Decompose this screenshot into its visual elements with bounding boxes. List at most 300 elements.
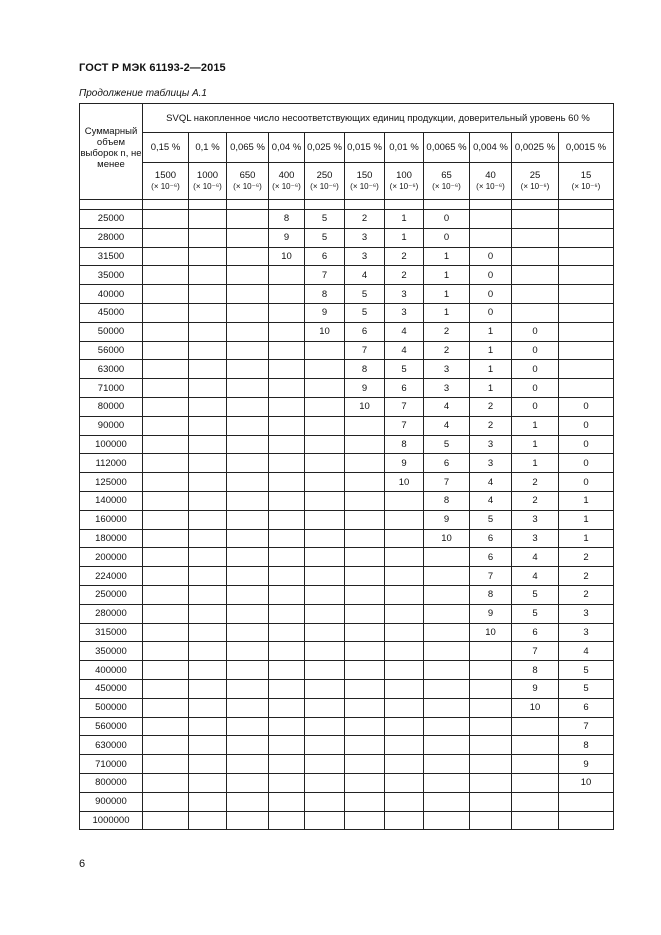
spacer-cell: [345, 200, 385, 210]
count-cell: [143, 679, 189, 698]
count-cell: [189, 773, 227, 792]
column-nominal-header: [512, 163, 559, 200]
count-cell: 2: [424, 341, 470, 360]
count-cell: [227, 228, 269, 247]
count-cell: [269, 360, 305, 379]
count-cell: 1: [424, 266, 470, 285]
spacer-cell: [512, 200, 559, 210]
count-cell: 8: [269, 210, 305, 229]
count-cell: 5: [305, 228, 345, 247]
sample-size-cell: 500000: [80, 698, 143, 717]
column-percent-header: 0,15 %: [143, 133, 189, 163]
sample-size-cell: 71000: [80, 379, 143, 398]
count-cell: [143, 247, 189, 266]
table-row: [80, 322, 614, 341]
count-cell: [345, 698, 385, 717]
sample-size-cell: 28000: [80, 228, 143, 247]
table-row: [80, 510, 614, 529]
count-cell: [385, 679, 424, 698]
count-cell: [470, 210, 512, 229]
nominal-value: 40: [485, 170, 496, 181]
count-cell: [424, 585, 470, 604]
count-cell: 5: [559, 679, 614, 698]
count-cell: [385, 698, 424, 717]
count-cell: [189, 736, 227, 755]
count-cell: 4: [385, 341, 424, 360]
sample-size-cell: 224000: [80, 567, 143, 586]
count-cell: [227, 698, 269, 717]
count-cell: [345, 717, 385, 736]
count-cell: 4: [470, 491, 512, 510]
column-percent-header: 0,04 %: [269, 133, 305, 163]
count-cell: [269, 473, 305, 492]
count-cell: [189, 792, 227, 811]
count-cell: 9: [424, 510, 470, 529]
column-percent-header: 0,0015 %: [559, 133, 614, 163]
count-cell: [189, 303, 227, 322]
count-cell: 0: [512, 379, 559, 398]
count-cell: [424, 755, 470, 774]
count-cell: [345, 811, 385, 830]
count-cell: [305, 811, 345, 830]
count-cell: [305, 491, 345, 510]
sample-size-cell: 560000: [80, 717, 143, 736]
count-cell: [385, 604, 424, 623]
spacer-cell: [143, 200, 189, 210]
count-cell: [345, 529, 385, 548]
count-cell: 4: [512, 548, 559, 567]
count-cell: 4: [424, 397, 470, 416]
count-cell: [189, 379, 227, 398]
count-cell: [305, 773, 345, 792]
count-cell: [424, 642, 470, 661]
count-cell: [305, 661, 345, 680]
count-cell: 4: [512, 567, 559, 586]
table-row: [80, 642, 614, 661]
count-cell: [269, 623, 305, 642]
column-nominal-header: [470, 163, 512, 200]
nominal-multiplier: (× 10⁻⁶): [389, 182, 419, 191]
sample-size-cell: 112000: [80, 454, 143, 473]
count-cell: [559, 341, 614, 360]
count-cell: [227, 773, 269, 792]
count-cell: [385, 548, 424, 567]
sample-size-cell: 350000: [80, 642, 143, 661]
count-cell: 6: [424, 454, 470, 473]
count-cell: [305, 360, 345, 379]
count-cell: [385, 773, 424, 792]
count-cell: [269, 285, 305, 304]
count-cell: [345, 473, 385, 492]
count-cell: [189, 435, 227, 454]
count-cell: [227, 491, 269, 510]
count-cell: [559, 247, 614, 266]
sample-size-cell: 40000: [80, 285, 143, 304]
count-cell: [143, 548, 189, 567]
count-cell: [305, 416, 345, 435]
count-cell: 3: [424, 360, 470, 379]
count-cell: 4: [345, 266, 385, 285]
column-nominal-header: [385, 163, 424, 200]
count-cell: [189, 397, 227, 416]
sample-size-cell: 315000: [80, 623, 143, 642]
count-cell: 3: [559, 623, 614, 642]
count-cell: [143, 642, 189, 661]
spacer-cell: [559, 200, 614, 210]
count-cell: 2: [512, 473, 559, 492]
count-cell: [385, 811, 424, 830]
count-cell: [385, 642, 424, 661]
count-cell: [424, 679, 470, 698]
count-cell: 0: [559, 435, 614, 454]
count-cell: 0: [512, 322, 559, 341]
table-row: [80, 604, 614, 623]
count-cell: [345, 773, 385, 792]
count-cell: 0: [424, 228, 470, 247]
count-cell: [227, 548, 269, 567]
sample-size-cell: 710000: [80, 755, 143, 774]
count-cell: 10: [424, 529, 470, 548]
count-cell: [143, 303, 189, 322]
count-cell: 1: [424, 247, 470, 266]
count-cell: [143, 454, 189, 473]
count-cell: 1: [424, 285, 470, 304]
count-cell: 1: [424, 303, 470, 322]
count-cell: 3: [385, 285, 424, 304]
count-cell: 0: [424, 210, 470, 229]
count-cell: 10: [305, 322, 345, 341]
count-cell: [470, 717, 512, 736]
count-cell: 0: [512, 360, 559, 379]
nominal-multiplier: (× 10⁻⁶): [233, 182, 262, 191]
count-cell: [189, 210, 227, 229]
count-cell: [143, 341, 189, 360]
count-cell: [189, 473, 227, 492]
count-cell: [143, 736, 189, 755]
count-cell: [143, 379, 189, 398]
sample-size-cell: 630000: [80, 736, 143, 755]
sample-size-cell: 800000: [80, 773, 143, 792]
count-cell: [227, 266, 269, 285]
svql-table: [79, 103, 614, 830]
count-cell: [470, 773, 512, 792]
count-cell: [385, 623, 424, 642]
count-cell: 9: [559, 755, 614, 774]
count-cell: [470, 679, 512, 698]
count-cell: [424, 623, 470, 642]
count-cell: [227, 736, 269, 755]
count-cell: [305, 604, 345, 623]
count-cell: 7: [559, 717, 614, 736]
count-cell: [424, 773, 470, 792]
column-nominal-header: [424, 163, 470, 200]
count-cell: 4: [559, 642, 614, 661]
count-cell: [345, 548, 385, 567]
count-cell: [189, 341, 227, 360]
count-cell: 1: [559, 529, 614, 548]
spacer-cell: [470, 200, 512, 210]
count-cell: [269, 397, 305, 416]
count-cell: 4: [385, 322, 424, 341]
count-cell: [512, 228, 559, 247]
page-number: 6: [79, 858, 86, 870]
count-cell: 1: [385, 228, 424, 247]
count-cell: 0: [470, 285, 512, 304]
count-cell: [512, 210, 559, 229]
table-row: [80, 698, 614, 717]
count-cell: 7: [385, 397, 424, 416]
count-cell: [143, 416, 189, 435]
count-cell: 6: [305, 247, 345, 266]
table-row: [80, 529, 614, 548]
count-cell: 7: [470, 567, 512, 586]
count-cell: [143, 266, 189, 285]
nominal-multiplier: (× 10⁻⁶): [520, 182, 550, 191]
count-cell: [269, 792, 305, 811]
sample-size-cell: 31500: [80, 247, 143, 266]
sample-size-cell: 1000000: [80, 811, 143, 830]
count-cell: 6: [512, 623, 559, 642]
count-cell: 1: [385, 210, 424, 229]
count-cell: [559, 811, 614, 830]
count-cell: [305, 736, 345, 755]
count-cell: [227, 623, 269, 642]
count-cell: 3: [559, 604, 614, 623]
count-cell: 2: [345, 210, 385, 229]
count-cell: [227, 792, 269, 811]
count-cell: [227, 510, 269, 529]
nominal-multiplier: (× 10⁻⁶): [310, 182, 339, 191]
count-cell: [424, 698, 470, 717]
count-cell: [143, 717, 189, 736]
count-cell: 6: [470, 529, 512, 548]
count-cell: [345, 679, 385, 698]
count-cell: 3: [345, 228, 385, 247]
count-cell: [227, 529, 269, 548]
count-cell: [269, 341, 305, 360]
table-row: [80, 811, 614, 830]
count-cell: [345, 661, 385, 680]
table-row: [80, 679, 614, 698]
count-cell: [345, 585, 385, 604]
count-cell: 10: [512, 698, 559, 717]
count-cell: [385, 585, 424, 604]
count-cell: [227, 585, 269, 604]
count-cell: [305, 473, 345, 492]
spacer-cell: [385, 200, 424, 210]
column-nominal-header: [189, 163, 227, 200]
count-cell: 6: [385, 379, 424, 398]
count-cell: 8: [470, 585, 512, 604]
column-percent-header: 0,0025 %: [512, 133, 559, 163]
count-cell: [269, 379, 305, 398]
count-cell: 8: [305, 285, 345, 304]
count-cell: [189, 247, 227, 266]
nominal-value: 1500: [154, 170, 177, 181]
count-cell: [345, 736, 385, 755]
table-row: [80, 266, 614, 285]
count-cell: [143, 228, 189, 247]
count-cell: 5: [345, 303, 385, 322]
table-row: [80, 416, 614, 435]
sample-size-cell: 280000: [80, 604, 143, 623]
count-cell: [269, 585, 305, 604]
count-cell: 3: [385, 303, 424, 322]
count-cell: [189, 529, 227, 548]
count-cell: 10: [345, 397, 385, 416]
count-cell: [269, 679, 305, 698]
header-separator-row: [80, 200, 614, 210]
count-cell: [143, 510, 189, 529]
row-header: Суммарный объем выборок n, не менее: [80, 104, 143, 200]
table-row: [80, 360, 614, 379]
column-percent-header: 0,004 %: [470, 133, 512, 163]
sample-size-cell: 250000: [80, 585, 143, 604]
count-cell: [305, 454, 345, 473]
count-cell: [470, 792, 512, 811]
count-cell: 1: [512, 435, 559, 454]
count-cell: [470, 698, 512, 717]
nominal-value: 650: [239, 170, 256, 181]
count-cell: 0: [512, 341, 559, 360]
count-cell: [345, 642, 385, 661]
count-cell: [305, 585, 345, 604]
count-cell: [269, 416, 305, 435]
count-cell: 9: [385, 454, 424, 473]
count-cell: [269, 773, 305, 792]
count-cell: 8: [512, 661, 559, 680]
count-cell: [345, 755, 385, 774]
table-row: [80, 717, 614, 736]
count-cell: [559, 303, 614, 322]
count-cell: 10: [470, 623, 512, 642]
count-cell: 0: [470, 266, 512, 285]
spacer-cell: [424, 200, 470, 210]
count-cell: 2: [424, 322, 470, 341]
count-cell: [424, 811, 470, 830]
nominal-value: 150: [356, 170, 373, 181]
count-cell: 0: [470, 247, 512, 266]
count-cell: [189, 811, 227, 830]
nominal-multiplier: (× 10⁻⁶): [193, 182, 222, 191]
count-cell: 5: [512, 604, 559, 623]
nominal-value: 25: [529, 170, 541, 181]
nominal-header-row: [80, 163, 614, 200]
count-cell: [227, 322, 269, 341]
sample-size-cell: 50000: [80, 322, 143, 341]
count-cell: [143, 491, 189, 510]
table-row: [80, 341, 614, 360]
count-cell: [143, 698, 189, 717]
count-cell: [189, 679, 227, 698]
count-cell: [189, 623, 227, 642]
count-cell: 9: [305, 303, 345, 322]
nominal-value: 15: [580, 170, 592, 181]
count-cell: [143, 585, 189, 604]
table-row: [80, 454, 614, 473]
count-cell: [470, 661, 512, 680]
document-code: ГОСТ Р МЭК 61193-2—2015: [79, 62, 226, 74]
count-cell: 9: [470, 604, 512, 623]
count-cell: 0: [470, 303, 512, 322]
count-cell: [189, 322, 227, 341]
count-cell: 7: [512, 642, 559, 661]
group-header: SVQL накопленное число несоответствующих единиц продукции, доверительный уровень 60 %: [143, 104, 614, 133]
count-cell: [189, 285, 227, 304]
count-cell: [345, 416, 385, 435]
count-cell: [269, 322, 305, 341]
count-cell: [385, 736, 424, 755]
count-cell: [269, 435, 305, 454]
count-cell: [345, 491, 385, 510]
count-cell: [345, 567, 385, 586]
count-cell: [559, 360, 614, 379]
count-cell: [269, 642, 305, 661]
count-cell: 2: [470, 397, 512, 416]
count-cell: [385, 755, 424, 774]
table-row: [80, 210, 614, 229]
count-cell: [385, 510, 424, 529]
count-cell: [227, 397, 269, 416]
count-cell: [269, 811, 305, 830]
count-cell: [227, 454, 269, 473]
nominal-value: 250: [316, 170, 333, 181]
count-cell: [385, 717, 424, 736]
sample-size-cell: 80000: [80, 397, 143, 416]
count-cell: 5: [345, 285, 385, 304]
count-cell: [305, 548, 345, 567]
table-row: [80, 548, 614, 567]
count-cell: 6: [345, 322, 385, 341]
count-cell: [269, 266, 305, 285]
count-cell: [189, 717, 227, 736]
count-cell: 4: [424, 416, 470, 435]
nominal-multiplier: (× 10⁻⁶): [476, 182, 505, 191]
count-cell: [305, 755, 345, 774]
count-cell: [269, 717, 305, 736]
sample-size-cell: 25000: [80, 210, 143, 229]
count-cell: 9: [345, 379, 385, 398]
table-row: [80, 435, 614, 454]
column-nominal-header: [227, 163, 269, 200]
sample-size-cell: 900000: [80, 792, 143, 811]
count-cell: [269, 604, 305, 623]
count-cell: 10: [269, 247, 305, 266]
count-cell: 10: [559, 773, 614, 792]
table-row: [80, 247, 614, 266]
column-percent-header: 0,0065 %: [424, 133, 470, 163]
table-row: [80, 773, 614, 792]
count-cell: [227, 811, 269, 830]
count-cell: [189, 510, 227, 529]
count-cell: 0: [559, 454, 614, 473]
count-cell: [227, 247, 269, 266]
table-row: [80, 792, 614, 811]
nominal-multiplier: (× 10⁻⁶): [571, 182, 601, 191]
count-cell: 8: [385, 435, 424, 454]
count-cell: [424, 548, 470, 567]
count-cell: [512, 811, 559, 830]
count-cell: [269, 755, 305, 774]
table-row: [80, 397, 614, 416]
spacer-cell: [227, 200, 269, 210]
sample-size-cell: 125000: [80, 473, 143, 492]
count-cell: [227, 755, 269, 774]
count-cell: [512, 755, 559, 774]
count-cell: [305, 435, 345, 454]
count-cell: [424, 736, 470, 755]
sample-size-cell: 90000: [80, 416, 143, 435]
